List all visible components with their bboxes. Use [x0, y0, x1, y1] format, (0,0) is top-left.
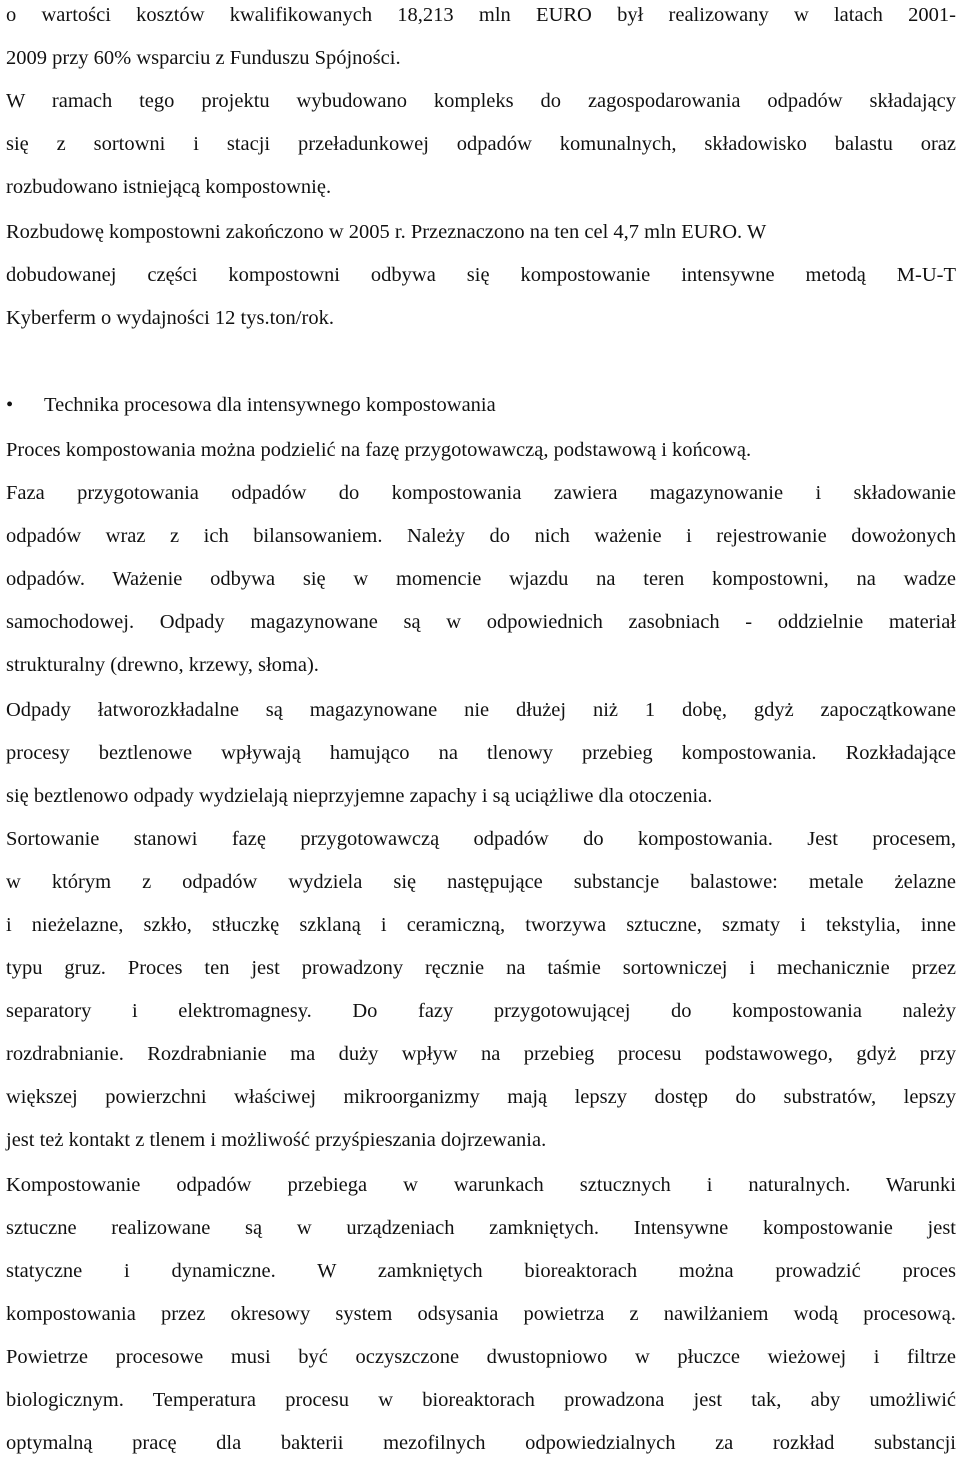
text-line: biologicznym. Temperatura procesu w bioreaktorach prowadzona jest tak, aby umożliwić: [6, 1389, 956, 1411]
bullet-icon: •: [6, 394, 14, 416]
text-line: jest też kontakt z tlenem i możliwość przyśpieszania dojrzewania.: [6, 1129, 547, 1151]
text-line: Odpady łatworozkładalne są magazynowane nie dłużej niż 1 dobę, gdyż zapoczątkowane: [6, 699, 956, 721]
text-line: 2009 przy 60% wsparciu z Funduszu Spójności.: [6, 47, 401, 69]
text-line: sztuczne realizowane są w urządzeniach zamkniętych. Intensywne kompostowanie jest: [6, 1217, 956, 1239]
text-line: optymalną pracę dla bakterii mezofilnych odpowiedzialnych za rozkład substancji: [6, 1432, 956, 1454]
text-line: Kyberferm o wydajności 12 tys.ton/rok.: [6, 307, 334, 329]
text-line: się z sortowni i stacji przeładunkowej odpadów komunalnych, składowisko balastu oraz: [6, 133, 956, 155]
text-line: Faza przygotowania odpadów do kompostowania zawiera magazynowanie i składowanie: [6, 482, 956, 504]
text-line: większej powierzchni właściwej mikroorganizmy mają lepszy dostęp do substratów, lepszy: [6, 1086, 956, 1108]
text-line: strukturalny (drewno, krzewy, słoma).: [6, 654, 319, 676]
section-heading: Technika procesowa dla intensywnego kompostowania: [44, 394, 496, 416]
text-line: separatory i elektromagnesy. Do fazy przygotowującej do kompostowania należy: [6, 1000, 956, 1022]
text-line: w którym z odpadów wydziela się następujące substancje balastowe: metale żelazne: [6, 871, 956, 893]
text-line: i nieżelazne, szkło, stłuczkę szklaną i ceramiczną, tworzywa sztuczne, szmaty i tekstylia, inne: [6, 914, 956, 936]
text-line: Kompostowanie odpadów przebiega w warunkach sztucznych i naturalnych. Warunki: [6, 1174, 956, 1196]
text-line: o wartości kosztów kwalifikowanych 18,213 mln EURO był realizowany w latach 2001-: [6, 4, 956, 26]
text-line: dobudowanej części kompostowni odbywa się kompostowanie intensywne metodą M-U-T: [6, 264, 956, 286]
text-line: odpadów. Ważenie odbywa się w momencie wjazdu na teren kompostowni, na wadze: [6, 568, 956, 590]
text-line: samochodowej. Odpady magazynowane są w odpowiednich zasobniach - oddzielnie materiał: [6, 611, 956, 633]
text-line: Powietrze procesowe musi być oczyszczone dwustopniowo w płuczce wieżowej i filtrze: [6, 1346, 956, 1368]
text-line: odpadów wraz z ich bilansowaniem. Należy do nich ważenie i rejestrowanie dowożonych: [6, 525, 956, 547]
text-line: Rozbudowę kompostowni zakończono w 2005 r. Przeznaczono na ten cel 4,7 mln EURO. W: [6, 221, 767, 243]
text-line: W ramach tego projektu wybudowano kompleks do zagospodarowania odpadów składający: [6, 90, 956, 112]
text-line: procesy beztlenowe wpływają hamująco na tlenowy przebieg kompostowania. Rozkładające: [6, 742, 956, 764]
text-line: kompostowania przez okresowy system odsysania powietrza z nawilżaniem wodą procesową.: [6, 1303, 956, 1325]
text-line: statyczne i dynamiczne. W zamkniętych bioreaktorach można prowadzić proces: [6, 1260, 956, 1282]
text-line: Sortowanie stanowi fazę przygotowawczą odpadów do kompostowania. Jest procesem,: [6, 828, 956, 850]
text-line: się beztlenowo odpady wydzielają nieprzyjemne zapachy i są uciążliwe dla otoczenia.: [6, 785, 713, 807]
text-line: typu gruz. Proces ten jest prowadzony ręcznie na taśmie sortowniczej i mechanicznie przez: [6, 957, 956, 979]
text-line: rozbudowano istniejącą kompostownię.: [6, 176, 332, 198]
text-line: Proces kompostowania można podzielić na fazę przygotowawczą, podstawową i końcową.: [6, 439, 752, 461]
text-line: rozdrabnianie. Rozdrabnianie ma duży wpływ na przebieg procesu podstawowego, gdyż przy: [6, 1043, 956, 1065]
